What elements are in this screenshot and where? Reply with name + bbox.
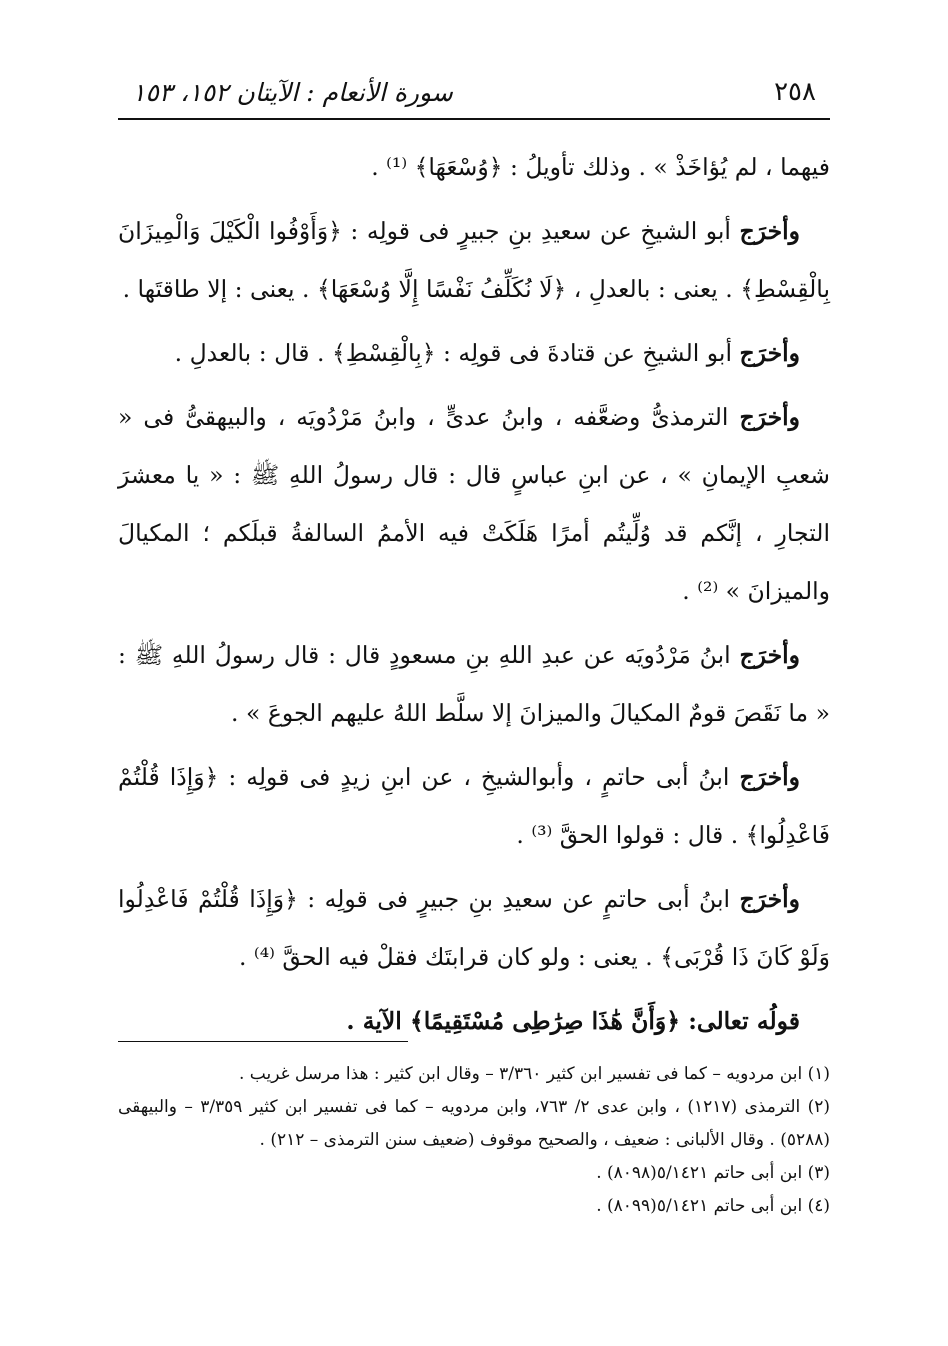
paragraph-text: أبو الشيخِ عن قتادةَ فى قولِه : ﴿بِالْقِسْطِ﴾ . قال : بالعدلِ . — [174, 339, 740, 367]
paragraph-lead: وأخرَج — [739, 217, 800, 245]
paragraph-4 — [118, 388, 830, 620]
verse-heading-text: ﴿وَأَنَّ هَٰذَا صِرَٰطِى مُسْتَقِيمًا﴾ الآية . — [346, 1007, 689, 1035]
paragraph-text: ابنُ مَرْدُويَه عن عبدِ اللهِ بنِ مسعودٍ قال : قال رسولُ اللهِ ﷺ : « ما نَقَصَ قومٌ المكيالَ والميزانَ إلا سلَّط اللهُ عليهم الجوعَ » . — [118, 641, 830, 727]
paragraph-lead: وأخرَج — [739, 885, 800, 913]
paragraph-text: ابنُ أبى حاتمٍ عن سعيدِ بنِ جبيرٍ فى قولِه : ﴿وَإِذَا قُلْتُمْ فَاعْدِلُوا وَلَوْ كَانَ ذَا قُرْبَى﴾ . يعنى : ولو كان قرابتَك فقلْ فيه الحقَّ ⁽⁴⁾ . — [118, 885, 830, 971]
paragraph-text: الترمذىُّ وضعَّفه ، وابنُ عدىٍّ ، وابنُ مَرْدُويَه ، والبيهقىُّ فى « شعبِ الإيمانِ » ، عن ابنِ عباسٍ قال : قال رسولُ اللهِ ﷺ : « يا معشرَ التجارِ ، إنَّكم قد وُلِّيتُم أمرًا هَلَكَتْ فيه الأممُ السالفةُ قبلَكم ؛ المكيالَ والميزانَ » ⁽²⁾ . — [118, 403, 830, 605]
page-number: ٢٥٨ — [774, 77, 816, 107]
page-header — [118, 66, 830, 120]
footnote-4: (٤) ابن أبى حاتم ٥/١٤٢١(٨٠٩٩) . — [596, 1196, 830, 1216]
paragraph-5 — [118, 626, 830, 742]
main-text — [118, 138, 830, 1056]
footnote-1: (١) ابن مردويه – كما فى تفسير ابن كثير ٣/٣٦٠ – وقال ابن كثير : هذا مرسل غريب . — [238, 1064, 830, 1084]
footnote-divider — [118, 1041, 408, 1042]
paragraph-7 — [118, 870, 830, 986]
paragraph-text: ابنُ أبى حاتمٍ ، وأبوالشيخِ ، عن ابنِ زيدٍ فى قولِه : ﴿وَإِذَا قُلْتُمْ فَاعْدِلُوا﴾ . قال : قولوا الحقَّ ⁽³⁾ . — [118, 763, 830, 849]
footnote-3: (٣) ابن أبى حاتم ٥/١٤٢١(٨٠٩٨) . — [596, 1163, 830, 1183]
paragraph-1: فيهما ، لم يُؤاخَذْ » . وذلك تأويلُ : ﴿وُسْعَهَا﴾ ⁽¹⁾ . — [371, 153, 830, 181]
paragraph-lead: وأخرَج — [739, 339, 800, 367]
paragraph-lead: وأخرَج — [739, 763, 800, 791]
paragraph-6 — [118, 748, 830, 864]
footnote-2: (٢) الترمذى (١٢١٧) ، وابن عدى ٢/ ٧٦٣، وابن مردويه – كما فى تفسير ابن كثير ٣/٣٥٩ – والبيهقى (٥٢٨٨) . وقال الألبانى : ضعيف ، والصحيح موقوف (ضعيف سنن الترمذى – ٢١٢) . — [118, 1097, 830, 1150]
paragraph-lead: وأخرَج — [739, 403, 800, 431]
paragraph-text: أبو الشيخِ عن سعيدِ بنِ جبيرٍ فى قولِه : ﴿وَأَوْفُوا الْكَيْلَ وَالْمِيزَانَ بِالْقِسْطِ﴾ . يعنى : بالعدلِ ، ﴿لَا نُكَلِّفُ نَفْسًا إِلَّا وُسْعَهَا﴾ . يعنى : إلا طاقتَها . — [118, 217, 830, 303]
footnotes — [118, 1058, 830, 1223]
paragraph-3 — [118, 324, 830, 382]
paragraph-lead: وأخرَج — [739, 641, 800, 669]
verse-heading-lead: قولُه تعالى: — [688, 1007, 800, 1035]
paragraph-2 — [118, 202, 830, 318]
running-title: سورة الأنعام : الآيتان ١٥٢، ١٥٣ — [132, 77, 453, 107]
